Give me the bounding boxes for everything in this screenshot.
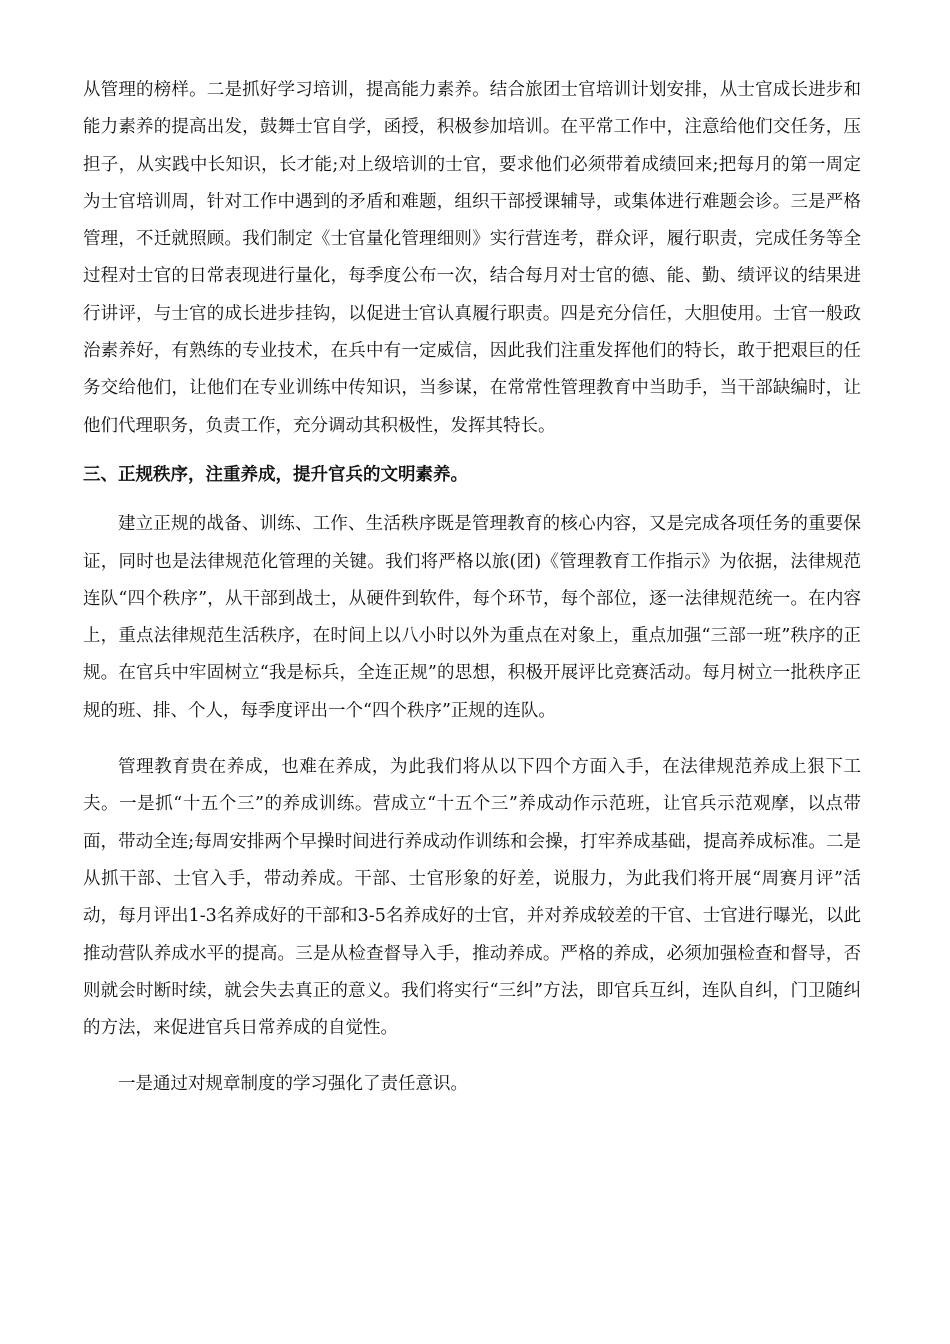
body-paragraph-2: 建立正规的战备、训练、工作、生活秩序既是管理教育的核心内容，又是完成各项任务的重要保证，同时也是法律规范化管理的关键。我们将严格以旅(团)《管理教育工作指示》为依据，法律规范连队“四个秩序”，从干部到战士，从硬件到软件，每个环节，每个部位，逐一法律规范统一。在内容上，重点法律规范生活秩序，在时间上以八小时以外为重点在对象上，重点加强“三部一班”秩序的正规。在官兵中牢固树立“我是标兵，全连正规”的思想，积极开展评比竞赛活动。每月树立一批秩序正规的班、排、个人，每季度评出一个“四个秩序”正规的连队。	[83, 514, 861, 721]
body-paragraph-4: 一是通过对规章制度的学习强化了责任意识。	[118, 1074, 468, 1095]
body-paragraph-1: 从管理的榜样。二是抓好学习培训，提高能力素养。结合旅团士官培训计划安排，从士官成长进步和能力素养的提高出发，鼓舞士官自学，函授，积极参加培训。在平常工作中，注意给他们交任务，压担子，从实践中长知识，长才能;对上级培训的士官，要求他们必须带着成绩回来;把每月的第一周定为士官培训周，针对工作中遇到的矛盾和难题，组织干部授课辅导，或集体进行难题会诊。三是严格管理，不迁就照顾。我们制定《士官量化管理细则》实行营连考，群众评，履行职责，完成任务等全过程对士官的日常表现进行量化，每季度公布一次，结合每月对士官的德、能、勤、绩评议的结果进行讲评，与士官的成长进步挂钩，以促进士官认真履行职责。四是充分信任，大胆使用。士官一般政治素养好，有熟练的专业技术，在兵中有一定威信，因此我们注重发挥他们的特长，敢于把艰巨的任务交给他们，让他们在专业训练中传知识，当参谋，在常常性管理教育中当助手，当干部缺编时，让他们代理职务，负责工作，充分调动其积极性，发挥其特长。	[83, 80, 861, 436]
document-page	[83, 72, 861, 1104]
body-paragraph-3: 管理教育贵在养成，也难在养成，为此我们将从以下四个方面入手，在法律规范养成上狠下工夫。一是抓“十五个三”的养成训练。营成立“十五个三”养成动作示范班，让官兵示范观摩，以点带面，带动全连;每周安排两个早操时间进行养成动作训练和会操，打牢养成基础，提高养成标准。二是从抓干部、士官入手，带动养成。干部、士官形象的好差，说服力，为此我们将开展“周赛月评”活动，每月评出1-3名养成好的干部和3-5名养成好的士官，并对养成较差的干官、士官进行曝光，以此推动营队养成水平的提高。三是从检查督导入手，推动养成。严格的养成，必须加强检查和督导，否则就会时断时续，就会失去真正的意义。我们将实行“三纠”方法，即官兵互纠，连队自纠，门卫随纠的方法，来促进官兵日常养成的自觉性。	[83, 757, 861, 1039]
section-heading: 三、正规秩序，注重养成，提升官兵的文明素养。	[83, 464, 468, 485]
